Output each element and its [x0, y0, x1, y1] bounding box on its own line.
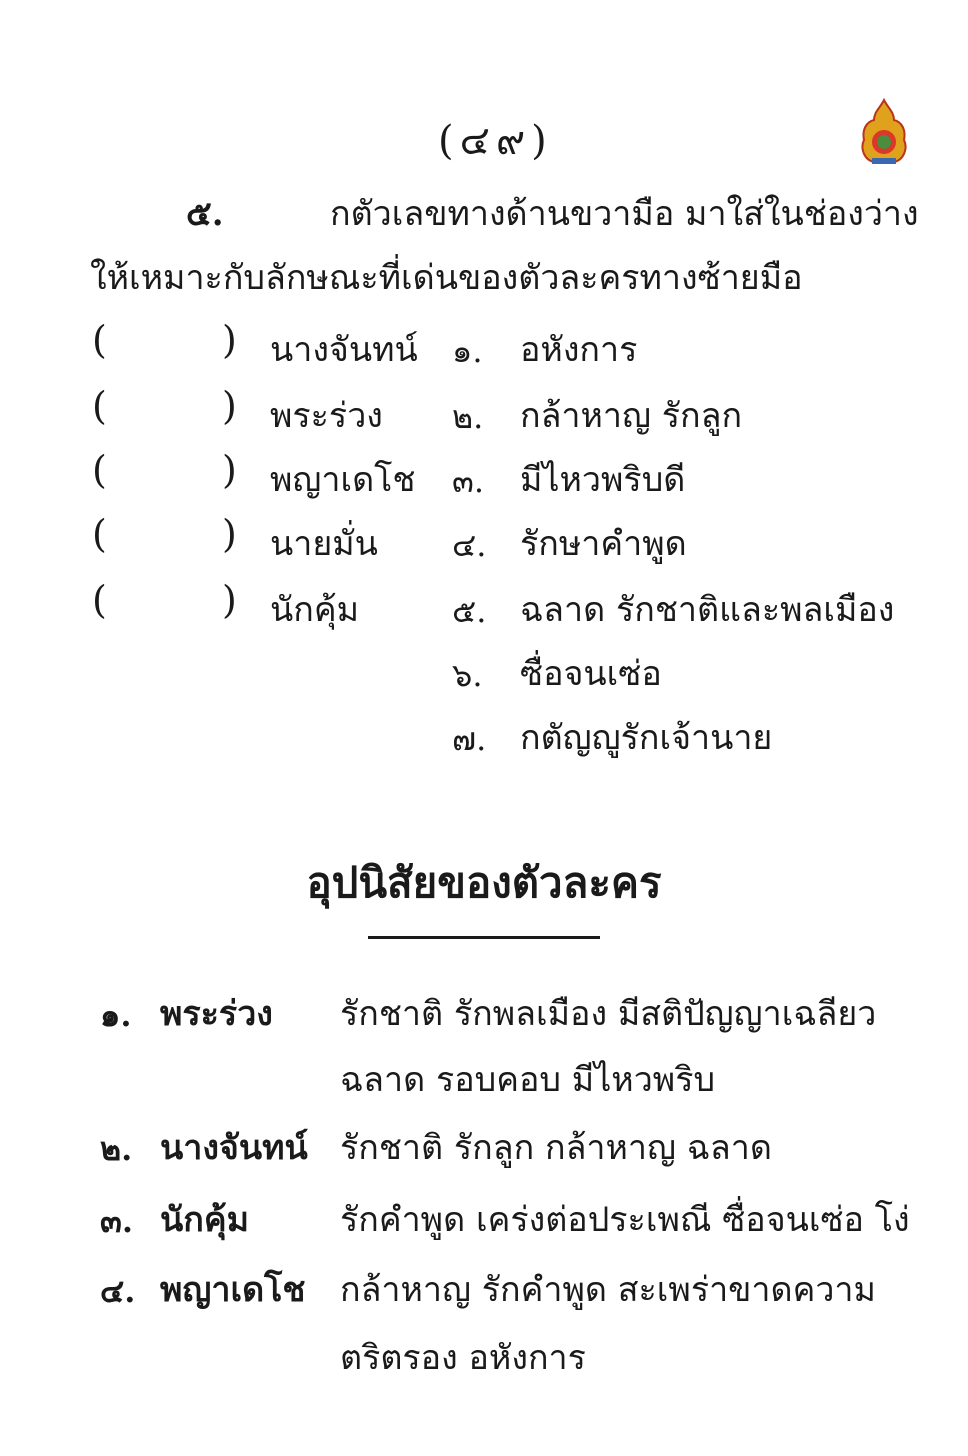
choice-text: กตัญญูรักเจ้านาย	[520, 718, 773, 758]
close-bracket: )	[222, 512, 237, 556]
trait-character-name: นักคุ้ม	[160, 1200, 249, 1240]
character-name: พระร่วง	[270, 396, 383, 436]
trait-character-name: พญาเดโช	[160, 1270, 306, 1310]
choice-text: อหังการ	[520, 330, 638, 370]
trait-description: กล้าหาญ รักคำพูด สะเพร่าขาดความ	[340, 1270, 876, 1310]
choice-text: ซื่อจนเซ่อ	[520, 654, 662, 694]
close-bracket: )	[222, 578, 237, 622]
trait-number: ๓.	[100, 1202, 134, 1240]
trait-number: ๔.	[100, 1272, 136, 1310]
choice-number: ๒.	[452, 398, 484, 436]
choice-number: ๕.	[452, 592, 487, 630]
close-bracket: )	[222, 318, 237, 362]
trait-description: รักคำพูด เคร่งต่อประเพณี ซื่อจนเซ่อ โง่	[340, 1200, 910, 1240]
trait-character-name: นางจันทน์	[160, 1128, 308, 1168]
trait-number: ๑.	[100, 996, 132, 1034]
choice-text: มีไหวพริบดี	[520, 460, 686, 500]
open-bracket: (	[92, 578, 107, 622]
character-name: นายมั่น	[270, 524, 378, 564]
title-underline	[368, 936, 600, 939]
trait-description: รักชาติ รักพลเมือง มีสติปัญญาเฉลียว	[340, 994, 877, 1034]
trait-description-cont: ตริตรอง อหังการ	[340, 1338, 586, 1378]
trait-number: ๒.	[100, 1130, 133, 1168]
emblem-logo-icon	[858, 98, 910, 168]
trait-character-name: พระร่วง	[160, 994, 273, 1034]
choice-number: ๓.	[452, 462, 485, 500]
close-bracket: )	[222, 384, 237, 428]
trait-description-cont: ฉลาด รอบคอบ มีไหวพริบ	[340, 1060, 716, 1100]
character-name: พญาเดโช	[270, 460, 416, 500]
choice-number: ๗.	[452, 720, 487, 758]
open-bracket: (	[92, 384, 107, 428]
close-bracket: )	[222, 448, 237, 492]
open-bracket: (	[92, 512, 107, 556]
choice-number: ๔.	[452, 526, 487, 564]
character-name: นางจันทน์	[270, 330, 418, 370]
instruction-line-1: กตัวเลขทางด้านขวามือ มาใส่ในช่องว่าง	[330, 194, 919, 234]
choice-number: ๑.	[452, 332, 483, 370]
page-number: (๔๙)	[438, 118, 553, 164]
instruction-line-2: ให้เหมาะกับลักษณะที่เด่นของตัวละครทางซ้ายมือ	[90, 258, 803, 298]
section-title: อุปนิสัยของตัวละคร	[306, 858, 662, 907]
choice-number: ๖.	[452, 656, 483, 694]
choice-text: กล้าหาญ รักลูก	[520, 396, 743, 436]
choice-text: ฉลาด รักชาติและพลเมือง	[520, 590, 895, 630]
open-bracket: (	[92, 318, 107, 362]
character-name: นักคุ้ม	[270, 590, 359, 630]
choice-text: รักษาคำพูด	[520, 524, 687, 564]
open-bracket: (	[92, 448, 107, 492]
trait-description: รักชาติ รักลูก กล้าหาญ ฉลาด	[340, 1128, 772, 1168]
exercise-number: ๕.	[186, 194, 224, 234]
